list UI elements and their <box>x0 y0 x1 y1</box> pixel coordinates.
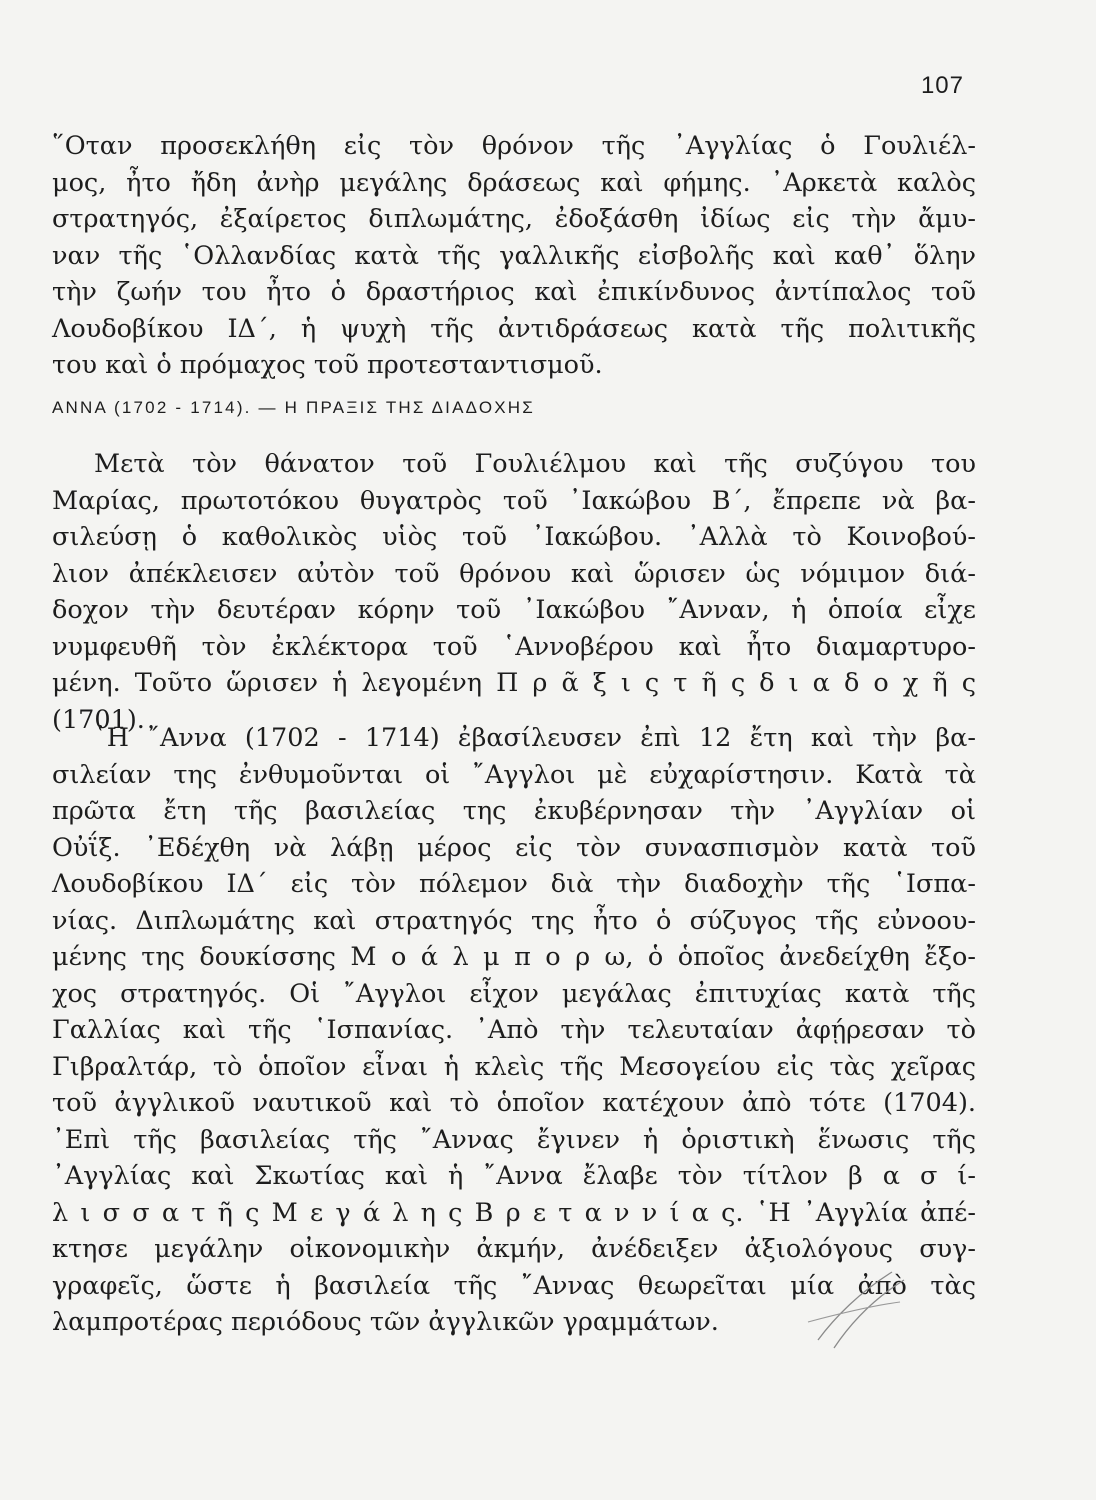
text-line: μος, ἦτο ἤδη ἀνὴρ μεγάλης δράσεως καὶ φήμης. ᾿Αρκετὰ καλὸς <box>52 167 976 198</box>
paragraph-anne <box>52 720 976 1341</box>
text-line: ῞Οταν προσεκλήθη εἰς τὸν θρόνον τῆς ᾿Αγγλίας ὁ Γουλιέλ- <box>52 131 976 161</box>
text-line: Οὐΐξ. ᾿Εδέχθη νὰ λάβῃ μέρος εἰς τὸν συνασπισμὸν κατὰ τοῦ <box>52 832 976 863</box>
page-number: 107 <box>920 72 964 99</box>
text-line: λ ι σ σ α τ ῆ ς Μ ε γ ά λ η ς Β ρ ε τ α ν ν ί α ς. ῾Η ᾿Αγγλία ἀπέ- <box>52 1197 976 1228</box>
text-line: λαμπροτέρας περιόδους τῶν ἀγγλικῶν γραμμάτων. <box>52 1307 719 1337</box>
text-line: Λουδοβίκου ΙΔ΄, ἡ ψυχὴ τῆς ἀντιδράσεως κατὰ τῆς πολιτικῆς <box>52 313 976 344</box>
pencil-mark-scribble <box>800 1262 910 1352</box>
text-line: ᾿Επὶ τῆς βασιλείας τῆς ῎Αννας ἔγινεν ἡ ὁριστικὴ ἕνωσις τῆς <box>52 1124 976 1155</box>
text-line: ῾Η ῎Αννα (1702 - 1714) ἐβασίλευσεν ἐπὶ 12 ἔτη καὶ τὴν βα- <box>94 723 976 753</box>
text-line: σιλείαν της ἐνθυμοῦνται οἱ ῎Αγγλοι μὲ εὐχαρίστησιν. Κατὰ τὰ <box>52 759 976 790</box>
section-heading: ΑΝΝΑ (1702 - 1714). — Η ΠΡΑΞΙΣ ΤΗΣ ΔΙΑΔΟΧΗΣ <box>52 398 535 417</box>
text-line: μένης της δουκίσσης Μ ο ά λ μ π ο ρ ω, ὁ ὁποῖος ἀνεδείχθη ἔξο- <box>52 942 976 972</box>
text-line: Λουδοβίκου ΙΔ΄ εἰς τὸν πόλεμον διὰ τὴν διαδοχὴν τῆς ῾Ισπα- <box>52 869 976 899</box>
text-line: δοχον τὴν δευτέραν κόρην τοῦ ᾿Ιακώβου ῎Ανναν, ἡ ὁποία εἶχε <box>52 595 976 625</box>
text-line: χος στρατηγός. Οἱ ῎Αγγλοι εἶχον μεγάλας ἐπιτυχίας κατὰ τῆς <box>52 978 976 1009</box>
text-line: Γιβραλτάρ, τὸ ὁποῖον εἶναι ἡ κλεὶς τῆς Μεσογείου εἰς τὰς χεῖρας <box>52 1051 976 1082</box>
text-line: (1701). <box>52 704 145 735</box>
text-line: Γαλλίας καὶ τῆς ῾Ισπανίας. ᾿Απὸ τὴν τελευταίαν ἀφῄρεσαν τὸ <box>52 1015 976 1045</box>
paragraph-william <box>52 128 976 384</box>
text-line: γραφεῖς, ὥστε ἡ βασιλεία τῆς ῎Αννας θεωρεῖται μία ἀπὸ τὰς <box>52 1270 976 1301</box>
text-line: Μετὰ τὸν θάνατον τοῦ Γουλιέλμου καὶ τῆς συζύγου του <box>94 449 976 479</box>
text-line: νυμφευθῆ τὸν ἐκλέκτορα τοῦ ῾Αννοβέρου καὶ ἦτο διαμαρτυρο- <box>52 631 976 662</box>
text-line: τὴν ζωήν του ἦτο ὁ δραστήριος καὶ ἐπικίνδυνος ἀντίπαλος τοῦ <box>52 277 976 307</box>
text-line: λιον ἀπέκλεισεν αὐτὸν τοῦ θρόνου καὶ ὥρισεν ὡς νόμιμον διά- <box>52 558 976 589</box>
text-line: ναν τῆς ῾Ολλανδίας κατὰ τῆς γαλλικῆς εἰσβολῆς καὶ καθ᾿ ὅλην <box>52 240 976 271</box>
text-line: στρατηγός, ἐξαίρετος διπλωμάτης, ἐδοξάσθη ἰδίως εἰς τὴν ἄμυ- <box>52 204 976 234</box>
text-line: νίας. Διπλωμάτης καὶ στρατηγός της ἦτο ὁ σύζυγος τῆς εὐνοου- <box>52 905 976 936</box>
text-line: τοῦ ἀγγλικοῦ ναυτικοῦ καὶ τὸ ὁποῖον κατέχουν ἀπὸ τότε (1704). <box>52 1088 976 1118</box>
paragraph-succession <box>52 446 976 738</box>
text-line: κτησε μεγάλην οἰκονομικὴν ἀκμήν, ἀνέδειξεν ἀξιολόγους συγ- <box>52 1234 976 1264</box>
text-line: πρῶτα ἔτη τῆς βασιλείας της ἐκυβέρνησαν τὴν ᾿Αγγλίαν οἱ <box>52 796 976 826</box>
text-line: ᾿Αγγλίας καὶ Σκωτίας καὶ ἡ ῎Αννα ἔλαβε τὸν τίτλον β α σ ί- <box>52 1161 976 1191</box>
text-line: του καὶ ὁ πρόμαχος τοῦ προτεσταντισμοῦ. <box>52 350 603 380</box>
text-line: σιλεύσῃ ὁ καθολικὸς υἱὸς τοῦ ᾿Ιακώβου. ᾿Αλλὰ τὸ Κοινοβού- <box>52 522 976 552</box>
text-line: Μαρίας, πρωτοτόκου θυγατρὸς τοῦ ᾿Ιακώβου Β΄, ἔπρεπε νὰ βα- <box>52 485 976 516</box>
text-line: μένη. Τοῦτο ὥρισεν ἡ λεγομένη Π ρ ᾶ ξ ι ς τ ῆ ς δ ι α δ ο χ ῆ ς <box>52 668 976 698</box>
